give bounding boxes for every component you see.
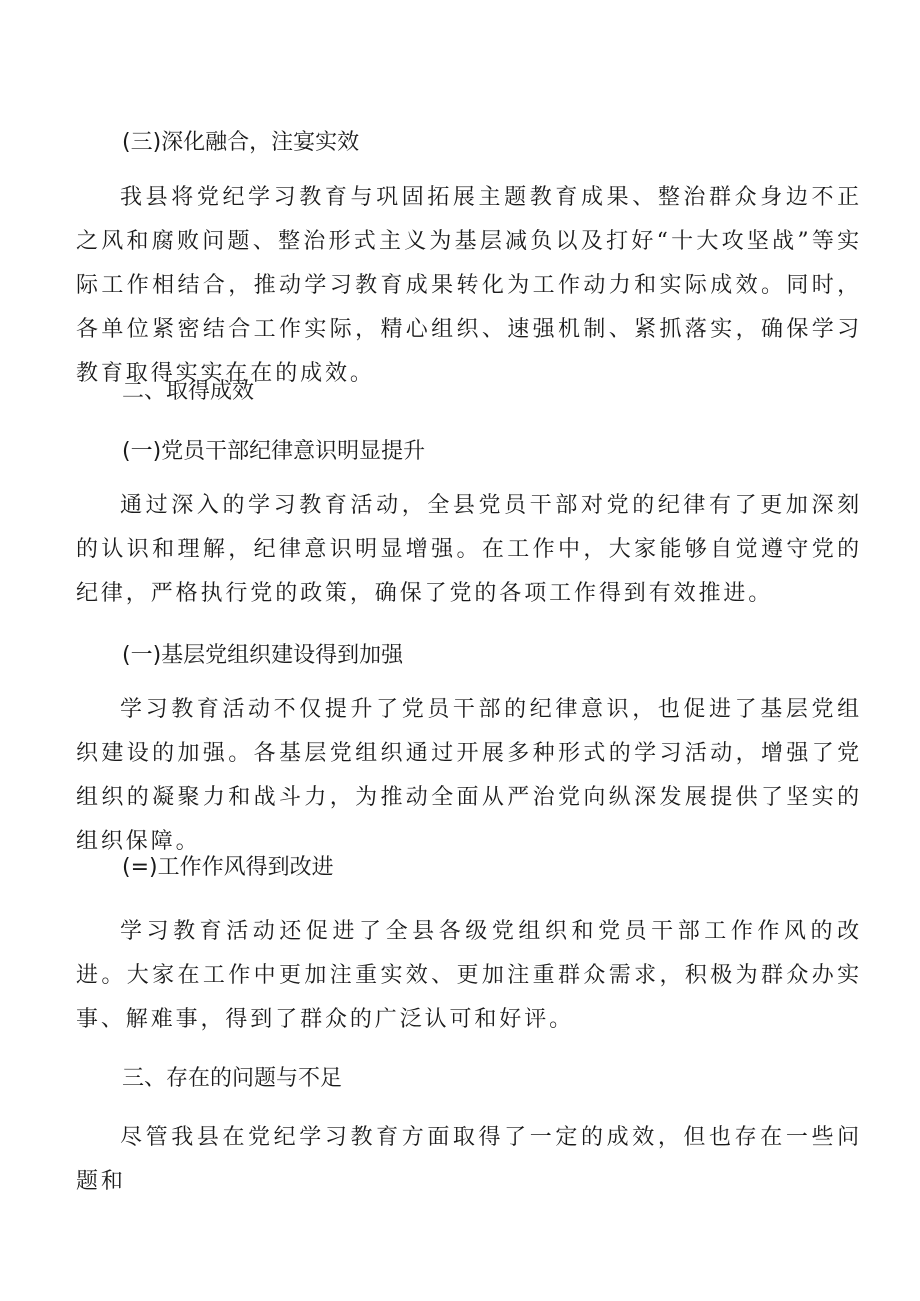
paragraph-grassroots-organization: 学习教育活动不仅提升了党员干部的纪律意识，也促进了基层党组织建设的加强。各基层党组织通过开展多种形式的学习活动，增强了党组织的凝聚力和战斗力，为推动全面从严治党向纵深发展提供了坚实的组织保障。 bbox=[76, 697, 862, 854]
paragraph-work-style: 学习教育活动还促进了全县各级党组织和党员干部工作作风的改进。大家在工作中更加注重实效、更加注重群众需求，积极为群众办实事、解难事，得到了群众的广泛认可和好评。 bbox=[76, 919, 862, 1032]
section-heading-achievements: 二、取得成效 bbox=[122, 379, 255, 404]
paragraph-problems: 尽管我县在党纪学习教育方面取得了一定的成效，但也存在一些问题和 bbox=[76, 1125, 862, 1194]
paragraph-discipline-awareness: 通过深入的学习教育活动，全县党员干部对党的纪律有了更加深刻的认识和理解，纪律意识明显增强。在工作中，大家能够自觉遵守党的纪律，严格执行党的政策，确保了党的各项工作得到有效推进。 bbox=[76, 493, 862, 606]
subheading-work-style: (=)工作作风得到改进 bbox=[122, 855, 334, 880]
section-heading-deepen-integration: (三)深化融合，注宴实效 bbox=[122, 130, 360, 155]
section-heading-problems: 三、存在的问题与不足 bbox=[122, 1066, 343, 1091]
subheading-grassroots-organization: (一)基层党组织建设得到加强 bbox=[122, 643, 404, 668]
subheading-discipline-awareness: (一)党员干部纪律意识明显提升 bbox=[122, 439, 426, 464]
paragraph-integration-work: 我县将党纪学习教育与巩固拓展主题教育成果、整治群众身边不正之风和腐败问题、整治形式主义为基层减负以及打好“十大攻坚战”等实际工作相结合，推动学习教育成果转化为工作动力和实际成效。同时，各单位紧密结合工作实际，精心组织、速强机制、紧抓落实，确保学习教育取得实实在在的成效。 bbox=[76, 185, 862, 386]
